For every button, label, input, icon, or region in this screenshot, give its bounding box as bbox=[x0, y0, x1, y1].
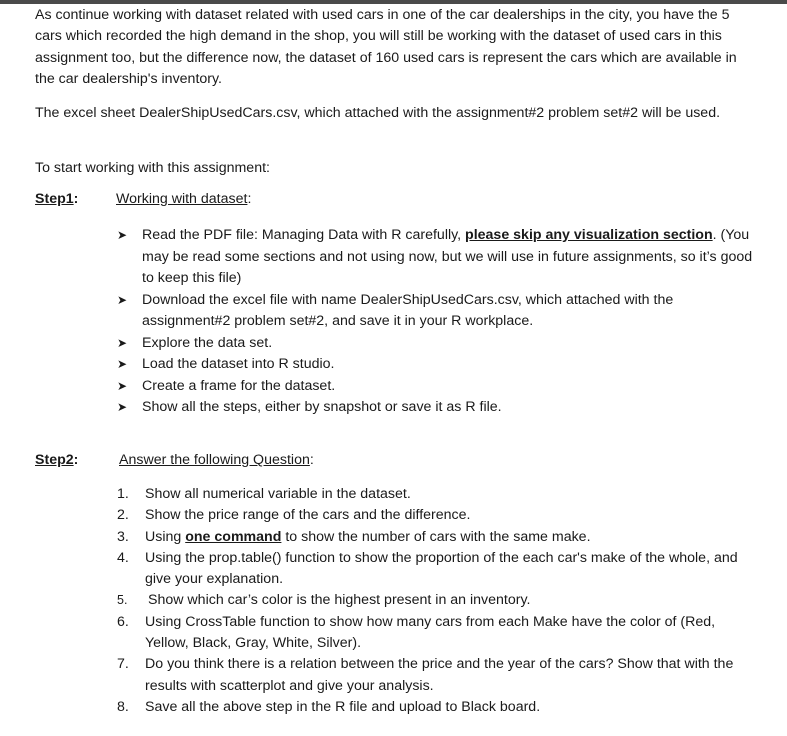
step2-heading: Step2: bbox=[35, 452, 79, 468]
arrow-bullet-icon: ➤ bbox=[117, 335, 128, 350]
list-item: 5. Show which car’s color is the highest present in an inventory. bbox=[117, 592, 531, 609]
step1-title-wrap: Working with dataset: bbox=[116, 191, 252, 207]
list-item: 3. Using one command to show the number of cars with the same make. bbox=[117, 528, 591, 545]
list-item: 7. Do you think there is a relation between the price and the year of the cars? Show that with the results with scatterplot and give your analysis. bbox=[117, 656, 734, 694]
skip-visualization-note: please skip any visualization section bbox=[465, 227, 713, 243]
step2-title-wrap: Answer the following Question: bbox=[119, 452, 314, 468]
one-command-emphasis: one command bbox=[185, 528, 282, 545]
step1-heading: Step1: bbox=[35, 191, 79, 207]
step2-title: Answer the following Question bbox=[119, 452, 310, 468]
top-border bbox=[0, 0, 787, 4]
question-list bbox=[117, 484, 757, 718]
list-item: 2. Show the price range of the cars and the difference. bbox=[117, 507, 471, 524]
list-item: ➤ Download the excel file with name DealerShipUsedCars.csv, which attached with the assignment#2 problem set#2, and save it in your R workplace. bbox=[117, 291, 674, 329]
arrow-bullet-icon: ➤ bbox=[117, 228, 128, 242]
list-item: ➤ Show all the steps, either by snapshot or save it as R file. bbox=[117, 397, 757, 419]
list-item: ➤ Load the dataset into R studio. bbox=[117, 354, 757, 376]
step1-label: Step1 bbox=[35, 191, 74, 207]
arrow-bullet-icon: ➤ bbox=[117, 292, 128, 307]
step2-label: Step2 bbox=[35, 452, 74, 468]
list-item: ➤ Explore the data set. bbox=[117, 333, 757, 355]
list-item: ➤ Read the PDF file: Managing Data with R carefully, please skip any visualization section. (You may be read some sections and not using now, but we will use in future assignments, so it’s good to keep this file) bbox=[117, 227, 753, 286]
step1-title: Working with dataset bbox=[116, 191, 248, 207]
step1-bullet-list bbox=[117, 225, 757, 419]
list-item: 8. Save all the above step in the R file and upload to Black board. bbox=[117, 698, 541, 715]
list-item: 6. Using CrossTable function to show how many cars from each Make have the color of (Red, Yellow, Black, Gray, White, Silver). bbox=[117, 613, 716, 652]
list-item: ➤ Create a frame for the dataset. bbox=[117, 376, 757, 398]
arrow-bullet-icon: ➤ bbox=[117, 378, 128, 393]
arrow-bullet-icon: ➤ bbox=[117, 357, 128, 371]
start-paragraph: To start working with this assignment: bbox=[35, 160, 270, 176]
arrow-bullet-icon: ➤ bbox=[117, 400, 128, 414]
intro-paragraph: As continue working with dataset related with used cars in one of the car dealerships in the city, you have the 5 cars which recorded the high demand in the shop, you will still be working with the dataset of used cars in this assignment too, but the difference now, the dataset of 160 used cars is represent the cars which are available in the car dealership's inventory. bbox=[35, 7, 737, 87]
list-item: 1. Show all numerical variable in the dataset. bbox=[117, 486, 411, 502]
list-item: 4. Using the prop.table() function to show the proportion of the each car's make of the whole, and give your explanation. bbox=[117, 549, 738, 588]
dataset-paragraph: The excel sheet DealerShipUsedCars.csv, which attached with the assignment#2 problem set#2 will be used. bbox=[35, 105, 721, 121]
